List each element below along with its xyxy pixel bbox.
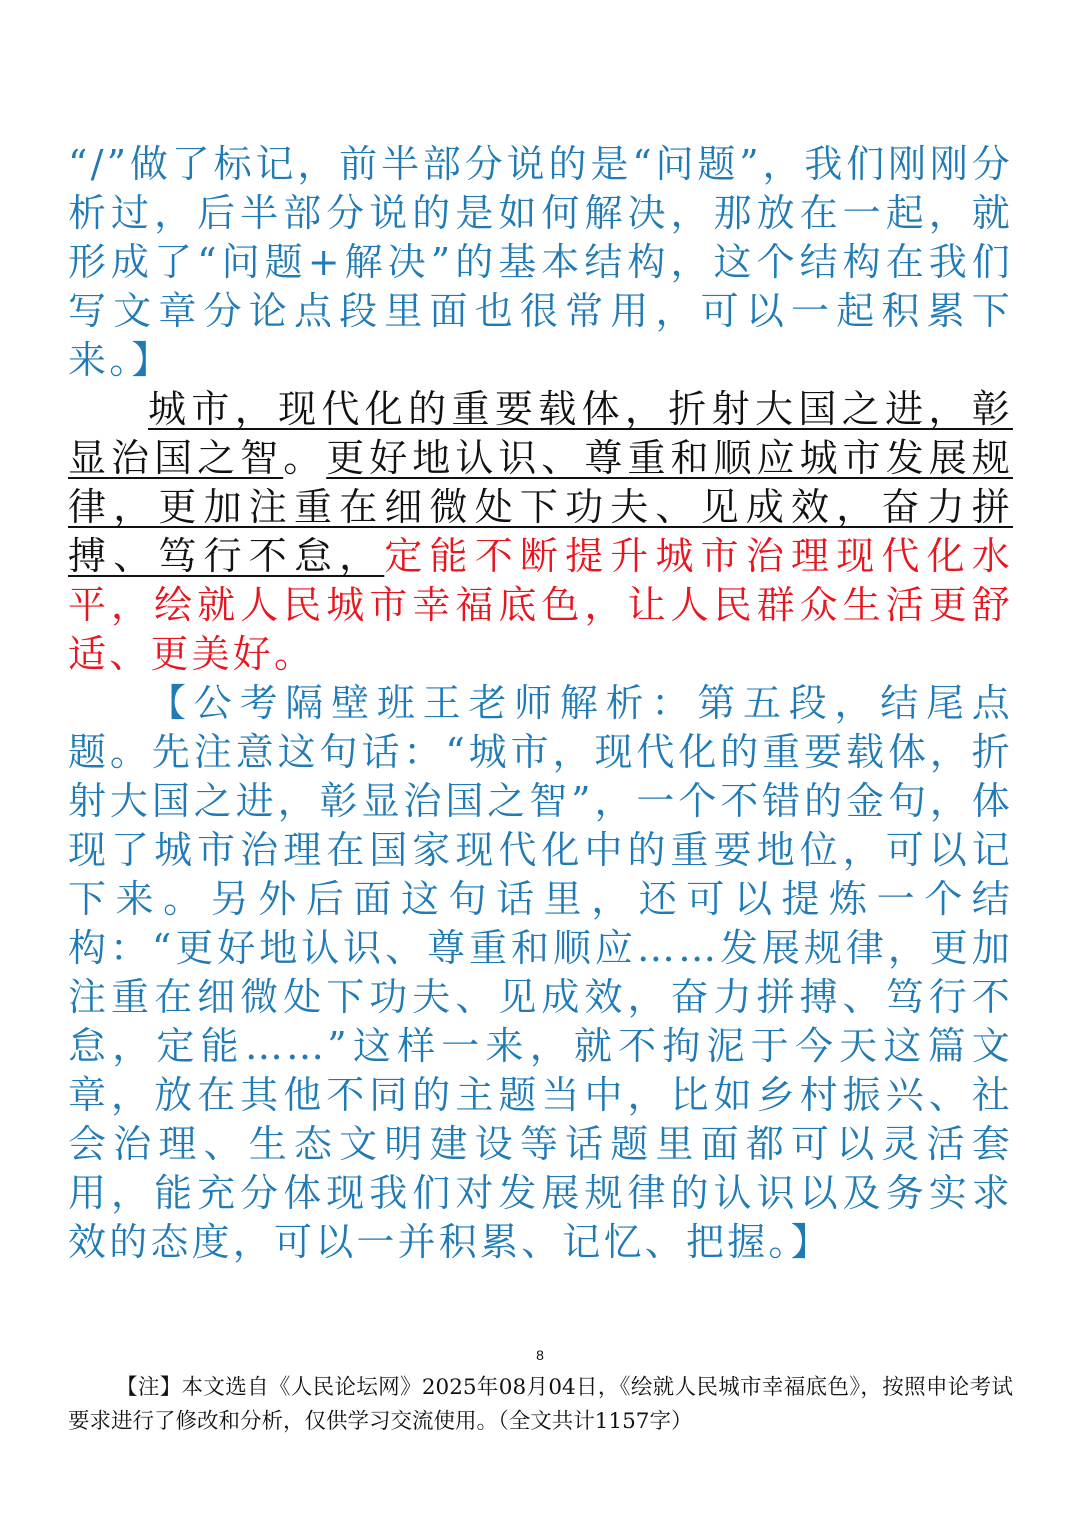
underlined-key-sentence: 城市，现代化的重要载体，折射大国之进，彰显治国之智	[68, 387, 1013, 480]
source-footnote: 【注】本文选自《人民论坛网》2025年08月04日，《绘就人民城市幸福底色》，按照申论考试要求进行了修改和分析，仅供学习交流使用。（全文共计1157字）	[68, 1375, 1013, 1434]
paragraph-five	[68, 385, 1013, 679]
page-number: 8	[536, 1347, 544, 1363]
sentence-period: 。	[283, 436, 327, 480]
highlighted-conclusion-clause: 定能不断提升城市治理现代化水平，绘就人民城市幸福底色，让人民群众生活更舒适、更美好。	[68, 534, 1013, 676]
document-body	[68, 140, 1013, 1267]
teacher-analysis-paragraph: 【公考隔壁班王老师解析：第五段，结尾点题。先注意这句话：“城市，现代化的重要载体，折射大国之进，彰显治国之智”，一个不错的金句，体现了城市治理在国家现代化中的重要地位，可以记下来。另外后面这句话里，还可以提炼一个结构：“更好地认识、尊重和顺应……发展规律，更加注重在细微处下功夫、见成效，奋力拼搏、笃行不怠，定能……”这样一来，就不拘泥于今天这篇文章，放在其他不同的主题当中，比如乡村振兴、社会治理、生态文明建设等话题里面都可以灵活套用，能充分体现我们对发展规律的认识以及务实求效的态度，可以一并积累、记忆、把握。】	[68, 681, 1013, 1264]
underlined-structure-clause: 更好地认识、尊重和顺应城市发展规律，更加注重在细微处下功夫、见成效，奋力拼搏、笃行不怠，	[68, 436, 1013, 578]
analysis-tail-paragraph: “/”做了标记，前半部分说的是“问题”，我们刚刚分析过，后半部分说的是如何解决，那放在一起，就形成了“问题+解决”的基本结构，这个结构在我们写文章分论点段里面也很常用，可以一起积累下来。】	[68, 142, 1013, 382]
